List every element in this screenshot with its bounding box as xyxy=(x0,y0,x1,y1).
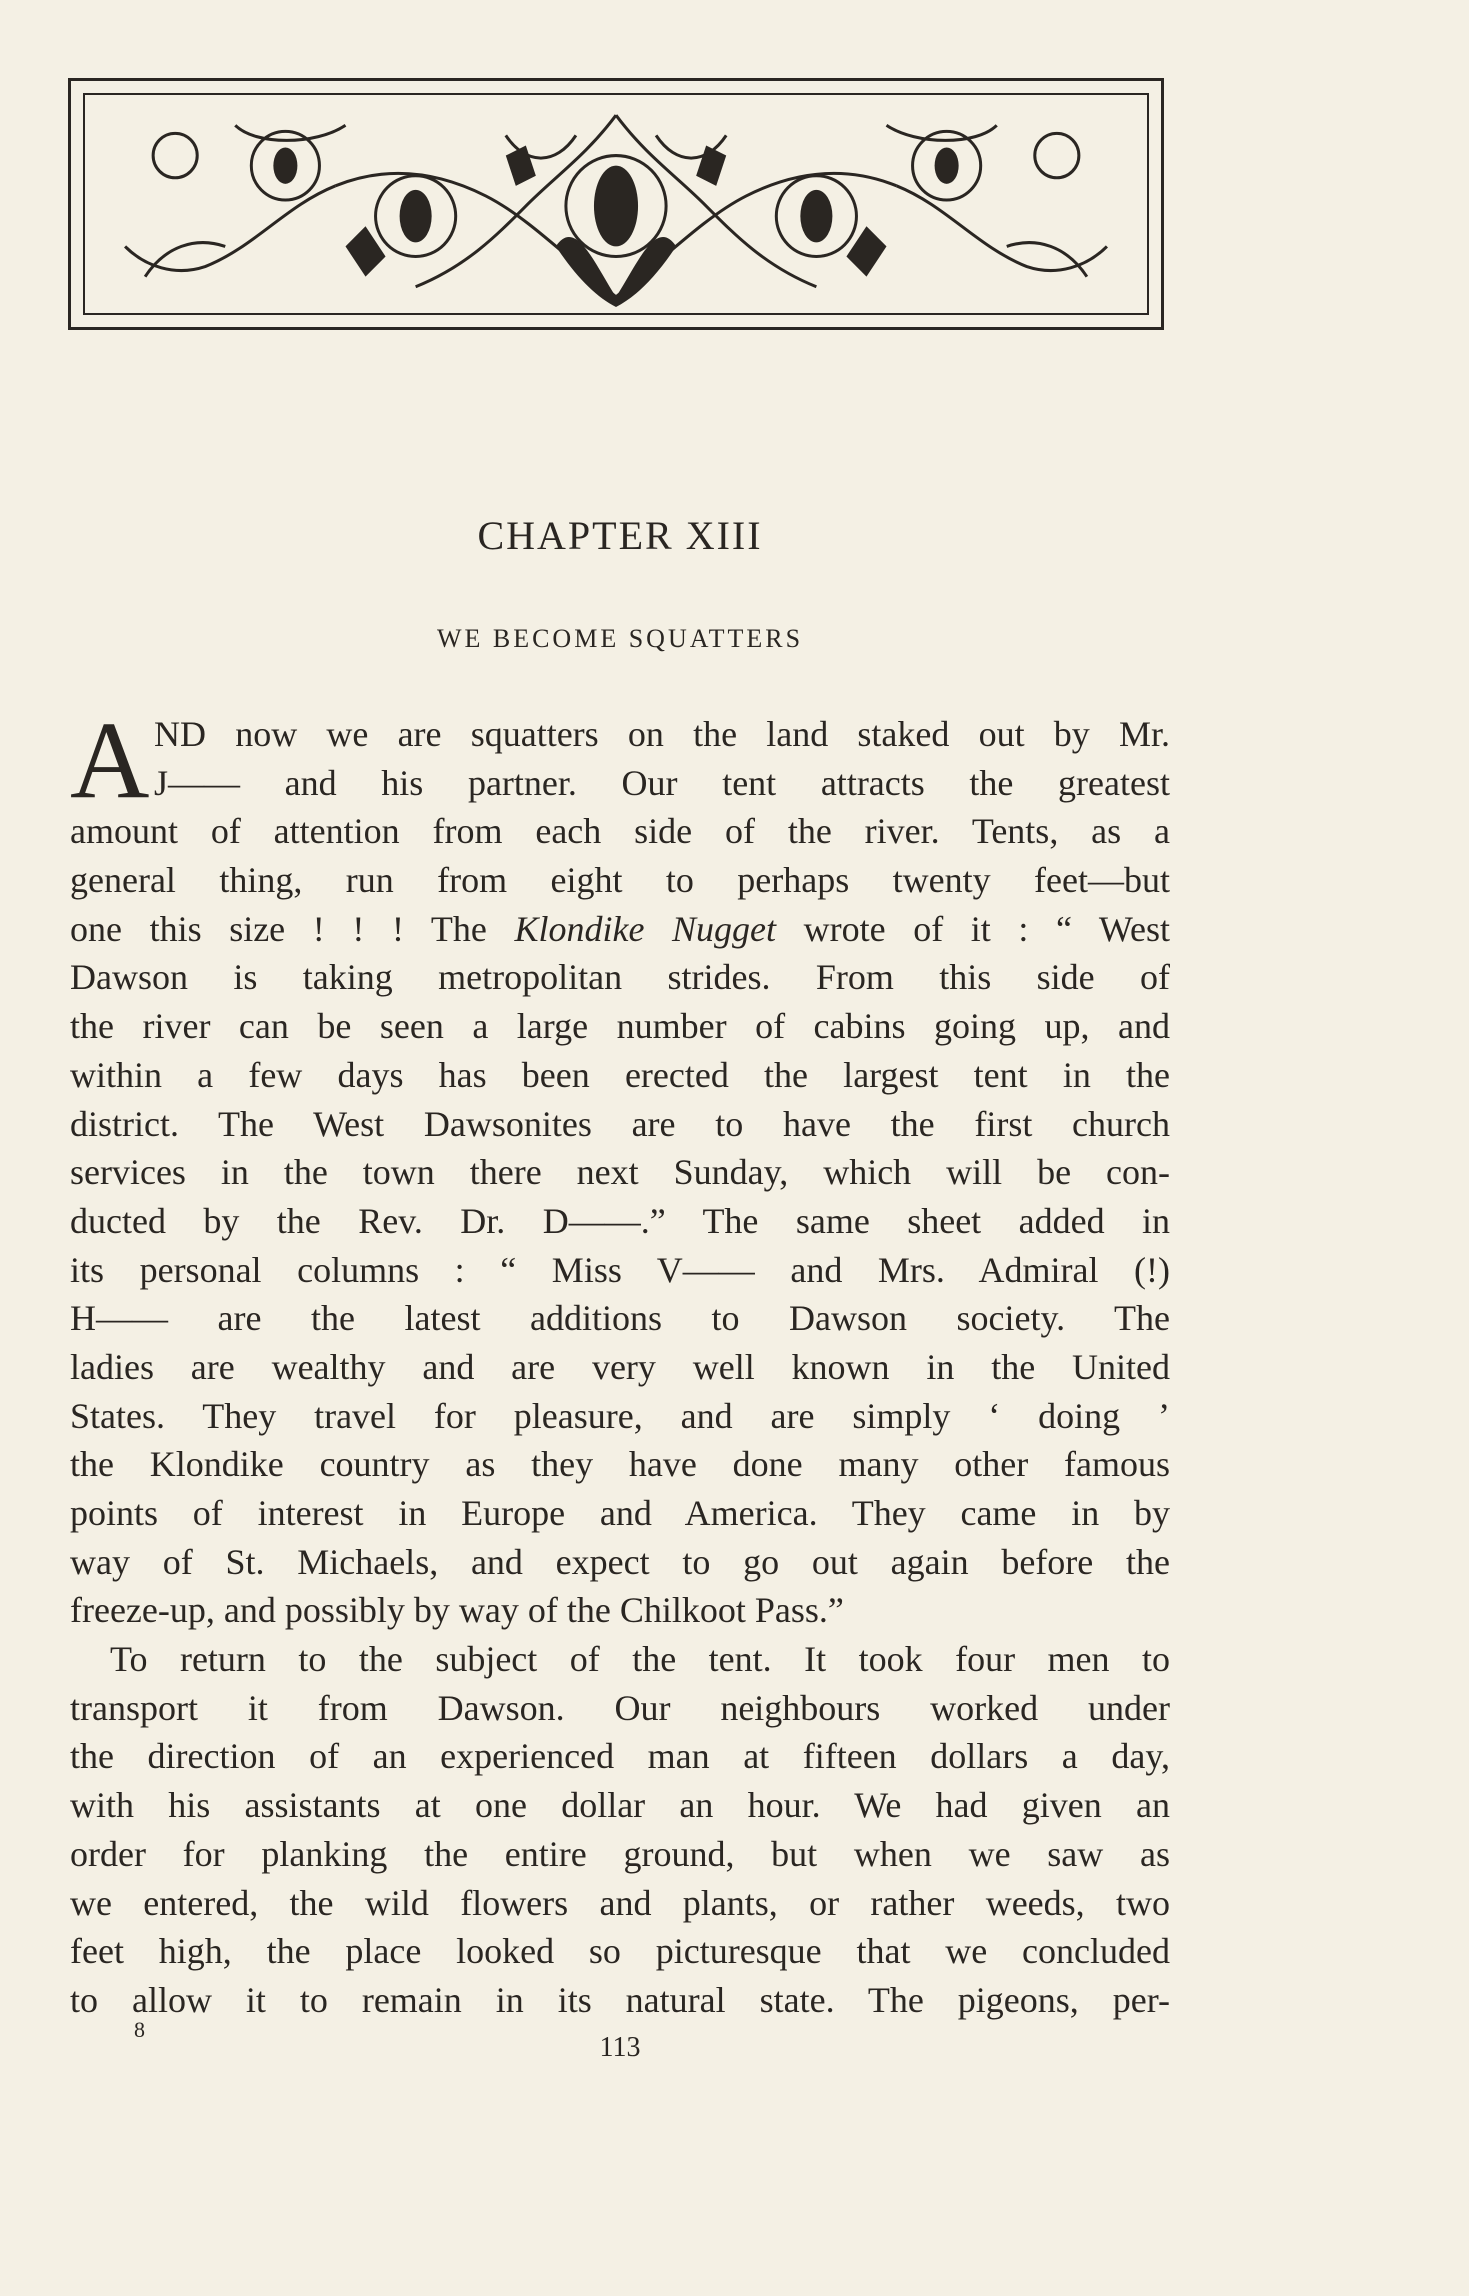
text-line: district. The West Dawsonites are to have the first church xyxy=(70,1103,1170,1144)
text-line: Dawson is taking metropolitan strides. From this side of xyxy=(70,957,1170,998)
drop-cap: A xyxy=(70,699,150,821)
text-line: transport it from Dawson. Our neighbours worked under xyxy=(70,1687,1170,1728)
chapter-title: CHAPTER XIII xyxy=(477,513,763,558)
floral-ornament-icon xyxy=(85,95,1147,313)
chapter-headpiece xyxy=(68,78,1164,330)
text-line: its personal columns : “ Miss V—— and Mrs. Admiral (!) xyxy=(70,1249,1170,1290)
text-segment: one this size ! ! ! The xyxy=(70,908,515,949)
text-line: ducted by the Rev. Dr. D——.” The same sheet added in xyxy=(70,1200,1170,1241)
text-line: points of interest in Europe and America. They came in by xyxy=(70,1493,1170,1533)
text-segment: wrote of it : “ West xyxy=(776,908,1171,949)
signature-mark: 8 xyxy=(134,2017,145,2042)
text-line xyxy=(70,905,1170,954)
text-line: the river can be seen a large number of cabins going up, and xyxy=(70,1006,1170,1047)
text-line: amount of attention from each side of the river. Tents, as a xyxy=(70,811,1170,852)
text-line: J—— and his partner. Our tent attracts the greatest xyxy=(154,762,1170,803)
text-line: ladies are wealthy and are very well known in the United xyxy=(70,1346,1170,1387)
text-line: order for planking the entire ground, but when we saw as xyxy=(70,1833,1170,1874)
text-line: way of St. Michaels, and expect to go out again before the xyxy=(70,1541,1170,1582)
text-line: services in the town there next Sunday, which will be con- xyxy=(70,1152,1170,1193)
text-line: To return to the subject of the tent. It took four men to xyxy=(110,1639,1170,1680)
newspaper-title: Klondike Nugget xyxy=(514,908,777,949)
text-line: general thing, run from eight to perhaps twenty feet—but xyxy=(70,860,1170,901)
text-line: ND now we are squatters on the land staked out by Mr. xyxy=(154,714,1170,754)
page-number: 113 xyxy=(599,2032,641,2063)
text-line: freeze-up, and possibly by way of the Chilkoot Pass.” xyxy=(70,1590,844,1631)
chapter-subtitle: WE BECOME SQUATTERS xyxy=(436,624,804,653)
text-line: the Klondike country as they have done many other famous xyxy=(70,1444,1170,1485)
text-line: within a few days has been erected the largest tent in the xyxy=(70,1054,1170,1095)
text-line: feet high, the place looked so picturesque that we concluded xyxy=(70,1931,1170,1972)
text-line: H—— are the latest additions to Dawson society. The xyxy=(70,1298,1170,1339)
body-text xyxy=(70,699,1171,2025)
text-line: States. They travel for pleasure, and are simply ‘ doing ’ xyxy=(70,1395,1170,1436)
text-line: to allow it to remain in its natural state. The pigeons, per- xyxy=(70,1979,1170,2020)
headpiece-ornament xyxy=(83,93,1149,315)
text-line: we entered, the wild flowers and plants, or rather weeds, two xyxy=(70,1882,1170,1923)
text-line: with his assistants at one dollar an hour. We had given an xyxy=(70,1785,1170,1826)
text-line: the direction of an experienced man at fifteen dollars a day, xyxy=(70,1736,1170,1777)
